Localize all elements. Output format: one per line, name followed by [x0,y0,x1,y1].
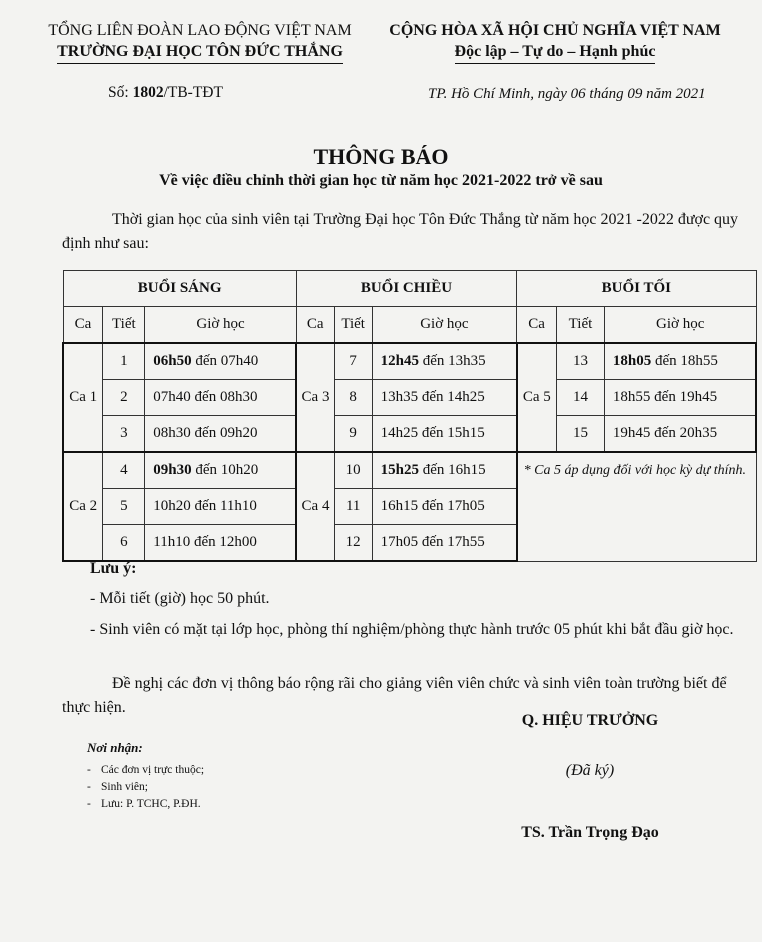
start-time: 13h35 [380,389,419,405]
col-ca: Ca [63,307,103,344]
time-cell: 18h55 đến 19h45 [604,380,756,416]
col-tiet: Tiết [334,307,372,344]
org-name: TRƯỜNG ĐẠI HỌC TÔN ĐỨC THẮNG [57,41,343,64]
national-header [370,20,740,64]
time-cell: 09h30 đến 10h20 [145,452,297,489]
start-time: 14h25 [380,425,419,441]
intro-paragraph: Thời gian học của sinh viên tại Trường Đại học Tôn Đức Thắng từ năm học 2021 -2022 được quy định như sau: [62,211,739,252]
col-gio: Giờ học [604,307,756,344]
start-time: 19h45 [612,425,651,441]
col-tiet: Tiết [557,307,605,344]
table-row [63,416,756,453]
time-cell: 17h05 đến 17h55 [372,525,517,562]
time-cell: 15h25 đến 16h15 [372,452,517,489]
signer-name: TS. Trần Trọng Đạo [521,824,659,841]
ca-label-afternoon: Ca 4 [296,452,334,561]
signed-mark: (Đã ký) [565,762,615,779]
evening-note: * Ca 5 áp dụng đối với học kỳ dự thính. [517,452,756,561]
tiet-cell: 12 [334,525,372,562]
motto: Độc lập – Tự do – Hạnh phúc [455,41,656,64]
org-parent: TỔNG LIÊN ĐOÀN LAO ĐỘNG VIỆT NAM [48,22,352,39]
tiet-cell: 2 [103,380,145,416]
country-name: CỘNG HÒA XÃ HỘI CHỦ NGHĨA VIỆT NAM [389,22,721,39]
tiet-cell: 9 [334,416,372,453]
col-gio: Giờ học [372,307,517,344]
date-line: TP. Hồ Chí Minh, ngày 06 tháng 09 năm 2021 [428,86,706,102]
start-time: 15h25 [380,462,419,478]
recipient-item: - Sinh viên; [87,779,204,796]
start-time: 09h30 [153,462,192,478]
doc-number: Số: 1802/TB-TĐT [108,84,223,101]
note-item: - Sinh viên có mặt tại lớp học, phòng thí nghiệm/phòng thực hành trước 05 phút khi bắt đầu giờ học. [90,621,734,638]
start-time: 17h05 [380,534,419,550]
start-time: 18h55 [612,389,651,405]
start-time: 06h50 [153,353,192,369]
col-ca: Ca [517,307,557,344]
start-time: 16h15 [380,498,419,514]
tiet-cell: 15 [557,416,605,453]
start-time: 08h30 [153,425,191,441]
ca-label-morning: Ca 1 [63,343,103,452]
tiet-cell: 3 [103,416,145,453]
recipients-label: Nơi nhận: [87,740,143,755]
col-ca: Ca [296,307,334,344]
ca-label-morning: Ca 2 [63,452,103,561]
schedule-table [62,270,757,562]
time-cell: 06h50 đến 07h40 [145,343,297,380]
table-row [63,452,756,489]
doc-number-value: 1802 [132,84,164,101]
time-cell: 18h05 đến 18h55 [604,343,756,380]
tiet-cell: 10 [334,452,372,489]
time-cell: 19h45 đến 20h35 [604,416,756,453]
doc-title: THÔNG BÁO [313,144,449,169]
recipient-item: - Lưu: P. TCHC, P.ĐH. [87,796,204,813]
start-time: 11h10 [153,534,191,550]
table-row [63,343,756,380]
time-cell: 14h25 đến 15h15 [372,416,517,453]
tiet-cell: 1 [103,343,145,380]
tiet-cell: 11 [334,489,372,525]
tiet-cell: 8 [334,380,372,416]
schedule-body [63,343,756,561]
ca-label-afternoon: Ca 3 [296,343,334,452]
time-cell: 12h45 đến 13h35 [372,343,517,380]
recipients-list [87,762,204,813]
start-time: 18h05 [612,353,652,369]
tiet-cell: 7 [334,343,372,380]
signer-title: Q. HIỆU TRƯỞNG [521,712,659,729]
col-tiet: Tiết [103,307,145,344]
header-evening: BUỔI TỐI [517,271,756,307]
col-gio: Giờ học [145,307,297,344]
time-cell: 08h30 đến 09h20 [145,416,297,453]
issuer-header [30,20,370,64]
time-cell: 11h10 đến 12h00 [145,525,297,562]
header-afternoon: BUỔI CHIỀU [296,271,516,307]
time-cell: 10h20 đến 11h10 [145,489,297,525]
time-cell: 13h35 đến 14h25 [372,380,517,416]
tiet-cell: 4 [103,452,145,489]
header-morning: BUỔI SÁNG [63,271,296,307]
time-cell: 07h40 đến 08h30 [145,380,297,416]
ca-label-evening: Ca 5 [517,343,557,452]
tiet-cell: 5 [103,489,145,525]
start-time: 07h40 [153,389,191,405]
start-time: 10h20 [153,498,191,514]
tiet-cell: 6 [103,525,145,562]
notes-label: Lưu ý: [90,560,137,577]
recipient-item: - Các đơn vị trực thuộc; [87,762,204,779]
doc-subtitle: Về việc điều chỉnh thời gian học từ năm học 2021-2022 trở về sau [159,172,603,189]
time-cell: 16h15 đến 17h05 [372,489,517,525]
start-time: 12h45 [380,353,419,369]
tiet-cell: 14 [557,380,605,416]
closing-paragraph: Đề nghị các đơn vị thông báo rộng rãi cho giảng viên viên chức và sinh viên toàn trường biết để thực hiện. [62,675,727,716]
note-item: - Mỗi tiết (giờ) học 50 phút. [90,590,270,607]
tiet-cell: 13 [557,343,605,380]
table-row [63,380,756,416]
